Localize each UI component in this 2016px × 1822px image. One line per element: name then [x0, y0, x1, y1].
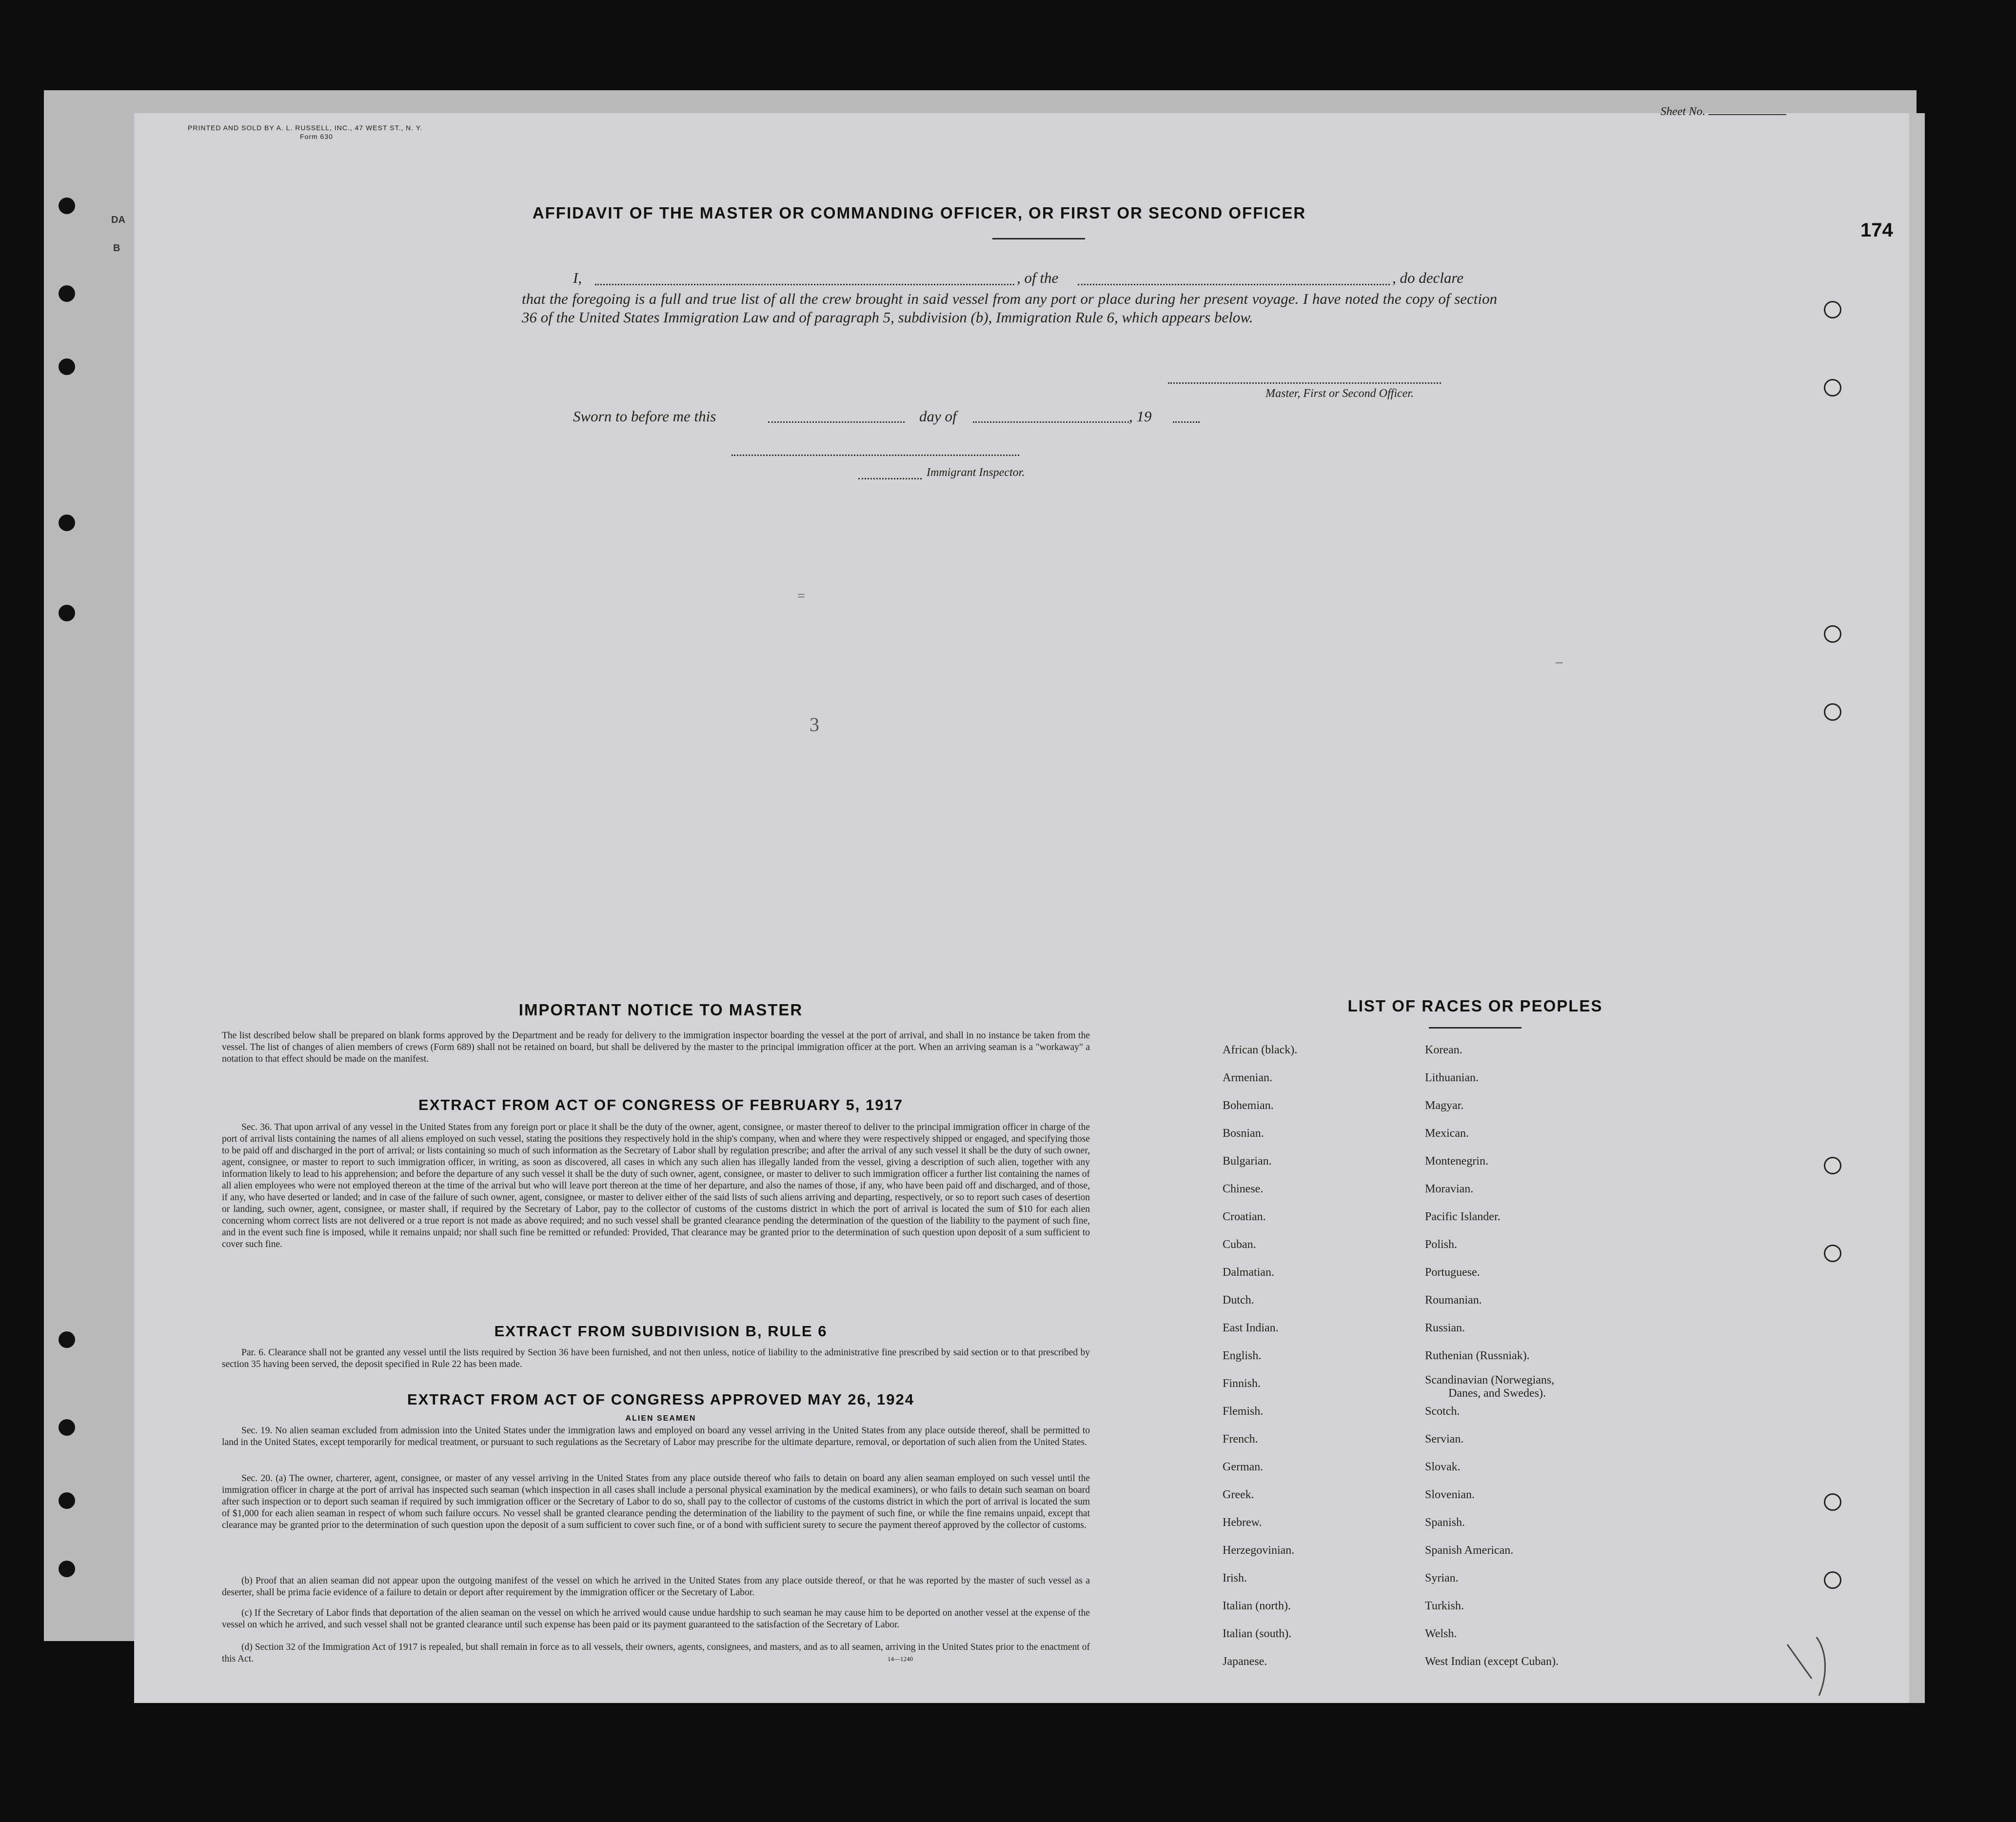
- printer-credit: PRINTED AND SOLD BY A. L. RUSSELL, INC., 47 WEST ST., N. Y.: [188, 124, 423, 132]
- race-item: Flemish.: [1223, 1405, 1264, 1418]
- race-item: Bulgarian.: [1223, 1155, 1272, 1168]
- year-text: , 19: [1129, 408, 1152, 425]
- race-item: Italian (north).: [1223, 1600, 1291, 1612]
- binder-hole: [59, 605, 75, 621]
- affidavit-of-the: , of the: [1017, 269, 1059, 286]
- month-field[interactable]: [973, 421, 1129, 423]
- signer-label: Master, First or Second Officer.: [1265, 387, 1414, 400]
- binder-hole: [59, 1419, 75, 1436]
- race-item: Portuguese.: [1425, 1266, 1480, 1279]
- sworn-day-field[interactable]: [768, 421, 905, 423]
- title-rule: [992, 238, 1085, 239]
- act1917-title: EXTRACT FROM ACT OF CONGRESS OF FEBRUARY 5, 1917: [418, 1096, 903, 1113]
- signature-field[interactable]: [1168, 382, 1441, 384]
- race-item: Servian.: [1425, 1433, 1464, 1446]
- inspector-signature-field[interactable]: [731, 455, 1019, 456]
- act1924-title: EXTRACT FROM ACT OF CONGRESS APPROVED MAY 26, 1924: [407, 1391, 914, 1408]
- notice-title: IMPORTANT NOTICE TO MASTER: [518, 1001, 803, 1019]
- act1924-subtitle: ALIEN SEAMEN: [625, 1414, 696, 1423]
- punch-hole: [1824, 1157, 1841, 1174]
- race-item: Mexican.: [1425, 1127, 1469, 1140]
- race-item: Cuban.: [1223, 1238, 1256, 1251]
- form-number: Form 630: [300, 133, 333, 140]
- race-item: Polish.: [1425, 1238, 1458, 1251]
- margin-number: 174: [1860, 219, 1893, 241]
- race-item: Dutch.: [1223, 1294, 1254, 1307]
- race-item: Pacific Islander.: [1425, 1210, 1501, 1223]
- day-of-text: day of: [919, 408, 957, 425]
- form-page: [134, 105, 1909, 1703]
- punch-hole: [1824, 1245, 1841, 1262]
- act1924-sec20c: (c) If the Secretary of Labor finds that deportation of the alien seaman on the vessel on which he arrived would cause undue hardship to such seaman he may cause him to be deported on another vessel at the expense of the vessel on which he arrived, and such vessel shall not be granted clearance until such expense has been paid or its payment guaranteed to the satisfaction of the Secretary of Labor.: [222, 1608, 1090, 1630]
- faint-mark: –: [1556, 654, 1562, 670]
- punch-hole: [1824, 1493, 1841, 1511]
- margin-label: DA: [111, 215, 125, 225]
- race-item: Russian.: [1425, 1322, 1465, 1334]
- binder-hole: [59, 1561, 75, 1577]
- affidavit-body: that the foregoing is a full and true list of all the crew brought in said vessel from any port or place during her present voyage. I have noted the copy of section 36 of the United States Immigration Law and of paragraph 5, subdivision (b), Immigration Rule 6, which appears below.: [522, 290, 1497, 326]
- punch-hole: [1824, 703, 1841, 721]
- sworn-text: Sworn to before me this: [573, 408, 716, 425]
- act1924-sec20: Sec. 20. (a) The owner, charterer, agent, consignee, or master of any vessel arriving in the United States from any place outside thereof who fails to detain on board any alien seaman employed on such vessel until the immigration officer in charge at the port of arrival has inspected such seaman (which inspection in all cases shall include a personal physical examination by the medical examiners), or who fails to detain such seaman on board after such inspection or to deport such seaman if required by such immigration officer or the Secretary of Labor to do so, shall pay to the collector of customs of the customs district in which the port of arrival is located the sum of $1,000 for each alien seaman in respect of whom such failure occurs. No vessel shall be granted clearance pending the determination of the liability to the payment of such fine, or while the fine remains unpaid, except that clearance may be granted prior to the determination of such question upon the deposit of a sum sufficient to cover such fine, or of a bond with sufficient surety to secure the payment thereof approved by the collector of customs.: [222, 1473, 1090, 1530]
- race-item: Roumanian.: [1425, 1294, 1482, 1307]
- race-item: Japanese.: [1223, 1655, 1267, 1668]
- race-item: Ruthenian (Russniak).: [1425, 1349, 1530, 1362]
- race-item: Slovenian.: [1425, 1488, 1475, 1501]
- race-item: Spanish American.: [1425, 1544, 1514, 1557]
- page-mark: 3: [810, 713, 819, 735]
- race-item: Syrian.: [1425, 1572, 1459, 1584]
- punch-hole: [1824, 1571, 1841, 1589]
- race-item: Lithuanian.: [1425, 1071, 1479, 1084]
- act1924-sec20d: (d) Section 32 of the Immigration Act of 1917 is repealed, but shall remain in force as to all vessels, their owners, agents, consignees, and masters, and as to all seamen, arriving in the United States prior to the enactment of this Act.: [222, 1642, 1090, 1664]
- races-title: LIST OF RACES OR PEOPLES: [1347, 997, 1603, 1015]
- race-item: Scandinavian (Norwegians,: [1425, 1374, 1555, 1386]
- race-item: Bohemian.: [1223, 1099, 1274, 1112]
- race-item: East Indian.: [1223, 1322, 1279, 1334]
- race-item: Turkish.: [1425, 1600, 1464, 1612]
- race-item: Greek.: [1223, 1488, 1254, 1501]
- faint-mark: =: [797, 589, 805, 604]
- race-item: Herzegovinian.: [1223, 1544, 1295, 1557]
- punch-hole: [1824, 625, 1841, 643]
- race-item: Finnish.: [1223, 1377, 1261, 1390]
- sheet-number: [1660, 105, 1786, 119]
- binder-hole: [59, 515, 75, 531]
- race-item-cont: Danes, and Swedes).: [1448, 1387, 1546, 1400]
- name-field[interactable]: [595, 284, 1014, 285]
- race-item: Magyar.: [1425, 1099, 1464, 1112]
- vessel-field[interactable]: [1078, 284, 1390, 285]
- races-rule: [1429, 1027, 1522, 1029]
- inspector-dots: [858, 478, 922, 479]
- race-item: West Indian (except Cuban).: [1425, 1655, 1559, 1668]
- affidavit-i: I,: [573, 269, 582, 286]
- race-item: Moravian.: [1425, 1183, 1474, 1195]
- race-item: Italian (south).: [1223, 1627, 1292, 1640]
- check-mark-icon: [1782, 1635, 1846, 1703]
- race-item: Welsh.: [1425, 1627, 1457, 1640]
- race-item: Irish.: [1223, 1572, 1247, 1584]
- race-item: French.: [1223, 1433, 1258, 1446]
- race-item: Korean.: [1425, 1044, 1463, 1056]
- act1924-sec19: Sec. 19. No alien seaman excluded from admission into the United States under the immigration laws and employed on board any vessel arriving in the United States from any place outside thereof, shall be permitted to land in the United States, except temporarily for medical treatment, or pursuant to such regulations as the Secretary of Labor may prescribe for the ultimate departure, removal, or deportation of such alien from the United States.: [222, 1426, 1090, 1447]
- race-item: Chinese.: [1223, 1183, 1264, 1195]
- year-field[interactable]: [1173, 421, 1200, 423]
- binder-hole: [59, 1492, 75, 1509]
- binder-hole: [59, 358, 75, 375]
- race-item: German.: [1223, 1461, 1264, 1473]
- notice-text: The list described below shall be prepared on blank forms approved by the Department and be ready for delivery to the immigration inspector boarding the vessel at the port of arrival, and shall in no instance be taken from the vessel. The list of changes of alien members of crews (Form 689) shall not be retained on board, but shall be delivered by the master to the principal immigration officer at the port. When an arriving seaman is a "workaway" a notation to that effect should be made on the manifest.: [222, 1030, 1090, 1064]
- affidavit-declare: , do declare: [1392, 269, 1464, 286]
- sheet-number-label: Sheet No.: [1660, 105, 1705, 118]
- race-item: Spanish.: [1425, 1516, 1465, 1529]
- race-item: Croatian.: [1223, 1210, 1266, 1223]
- race-item: Bosnian.: [1223, 1127, 1264, 1140]
- inspector-label: Immigrant Inspector.: [927, 466, 1025, 479]
- binder-hole: [59, 1331, 75, 1348]
- race-item: Montenegrin.: [1425, 1155, 1488, 1168]
- rule6-text: Par. 6. Clearance shall not be granted any vessel until the lists required by Section 36 have been furnished, and not then unless, notice of liability to the administrative fine prescribed by said section or to that prescribed by section 35 having been served, the deposit specified in Rule 22 has been made.: [222, 1347, 1090, 1369]
- race-item: Dalmatian.: [1223, 1266, 1274, 1279]
- punch-hole: [1824, 379, 1841, 396]
- affidavit-title: AFFIDAVIT OF THE MASTER OR COMMANDING OFFICER, OR FIRST OR SECOND OFFICER: [532, 204, 1306, 222]
- race-item: Hebrew.: [1223, 1516, 1262, 1529]
- race-item: African (black).: [1223, 1044, 1298, 1056]
- punch-hole: [1824, 301, 1841, 318]
- rule6-title: EXTRACT FROM SUBDIVISION B, RULE 6: [494, 1323, 828, 1340]
- form-print-code: 14—1240: [888, 1655, 913, 1663]
- race-item: Slovak.: [1425, 1461, 1461, 1473]
- race-item: Armenian.: [1223, 1071, 1272, 1084]
- act1917-text: Sec. 36. That upon arrival of any vessel in the United States from any foreign port or place it shall be the duty of the owner, agent, consignee, or master thereof to deliver to the principal immigration officer in charge of the port of arrival lists containing the names of all aliens employed on such vessel, stating the positions they respectively hold in the ship's company, when and where they were respectively shipped or engaged, and specifying those to be paid off and discharged in the port of arrival; or lists containing so much of such information as the Secretary of Labor shall by regulation prescribe; and after the arrival of any such vessel it shall be the duty of such owner, agent, consignee, or master to report to such immigration officer, in writing, as soon as discovered, all cases in which any such alien has illegally landed from the vessel, giving a description of such alien, together with any information likely to lead to his apprehension; and before the departure of any such vessel it shall be the duty of such owner, agent, consignee, or master to deliver to such immigration officer a further list containing the names of all alien employees who were not employed thereon at the time of the arrival but who will leave port thereon at the time of her departure, and also the names of those, if any, who have been paid off and discharged, and of those, if any, who have deserted or landed; and in case of the failure of such owner, agent, consignee, or master to deliver either of the said lists of such aliens arriving and departing, respectively, or so to report such cases of desertion or landing, such owner, agent, consignee, or master shall, if required by the Secretary of Labor, pay to the collector of customs of the customs district in which the port of arrival is located the sum of $10 for each alien concerning whom correct lists are not delivered or a true report is not made as above required; and no such vessel shall be granted clearance pending the determination of the question of the liability to the payment of such fine, and in the event such fine is imposed, while it remains unpaid; nor shall such fine be remitted or refunded: Provided, That clearance may be granted prior to the determination of such question upon deposit of a sum sufficient to cover such fine.: [222, 1122, 1090, 1249]
- margin-label: B: [113, 243, 120, 254]
- binder-hole: [59, 285, 75, 302]
- race-item: Scotch.: [1425, 1405, 1460, 1418]
- race-item: English.: [1223, 1349, 1262, 1362]
- binder-hole: [59, 198, 75, 214]
- act1924-sec20b: (b) Proof that an alien seaman did not appear upon the outgoing manifest of the vessel on which he arrived in the United States from any place outside thereof, or that he was reported by the master of such vessel as a deserter, shall be prima facie evidence of a failure to detain or deport after requirement by the immigration officer or the Secretary of Labor.: [222, 1576, 1090, 1598]
